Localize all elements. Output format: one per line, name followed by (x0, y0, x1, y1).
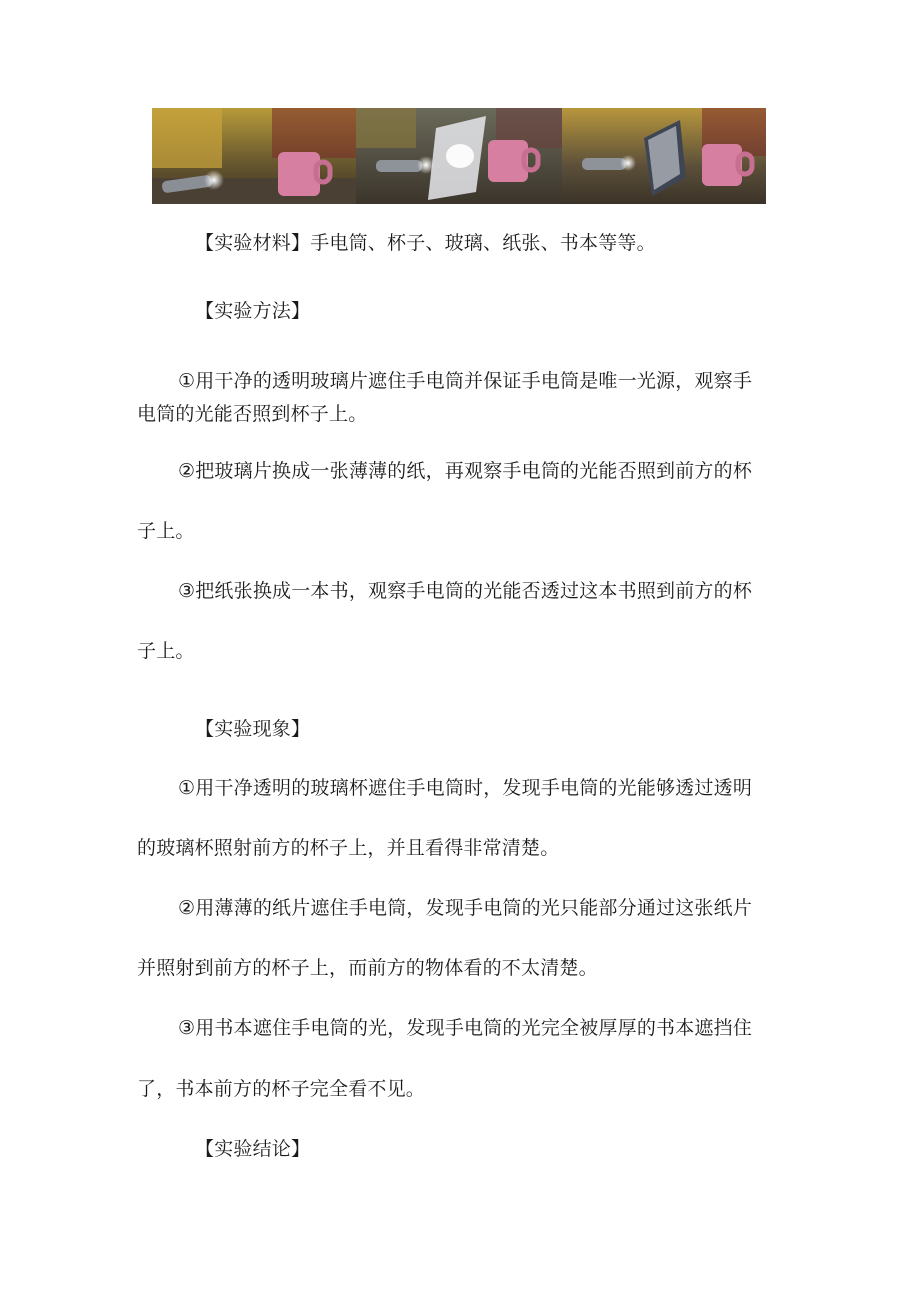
flashlight-glass-cup-photo (356, 108, 562, 204)
conclusion-heading: 【实验结论】 (195, 1138, 311, 1160)
phenomenon-obs1-line2: 的玻璃杯照射前方的杯子上，并且看得非常清楚。 (137, 837, 560, 859)
method-step2-line2: 子上。 (137, 520, 195, 542)
flashlight-and-cup-photo (152, 108, 356, 204)
phenomenon-obs2-line1: ②用薄薄的纸片遮住手电筒，发现手电筒的光只能部分通过这张纸片 (178, 897, 753, 919)
phenomenon-obs3-line2: 了，书本前方的杯子完全看不见。 (137, 1078, 426, 1100)
phenomenon-heading: 【实验现象】 (195, 718, 311, 740)
method-heading: 【实验方法】 (195, 300, 311, 322)
method-step1-line2: 电筒的光能否照到杯子上。 (137, 403, 368, 425)
flashlight-book-cup-photo (562, 108, 766, 204)
experiment-photo-strip (152, 108, 766, 204)
method-step3-line1: ③把纸张换成一本书，观察手电筒的光能否透过这本书照到前方的杯 (178, 580, 753, 602)
method-step2-line1: ②把玻璃片换成一张薄薄的纸，再观察手电筒的光能否照到前方的杯 (178, 460, 753, 482)
method-step1-line1: ①用干净的透明玻璃片遮住手电筒并保证手电筒是唯一光源，观察手 (178, 370, 753, 392)
phenomenon-obs2-line2: 并照射到前方的杯子上，而前方的物体看的不太清楚。 (137, 957, 598, 979)
method-step3-line2: 子上。 (137, 640, 195, 662)
phenomenon-obs1-line1: ①用干净透明的玻璃杯遮住手电筒时，发现手电筒的光能够透过透明 (178, 777, 753, 799)
phenomenon-obs3-line1: ③用书本遮住手电筒的光，发现手电筒的光完全被厚厚的书本遮挡住 (178, 1017, 753, 1039)
materials-line: 【实验材料】手电筒、杯子、玻璃、纸张、书本等等。 (195, 232, 656, 254)
